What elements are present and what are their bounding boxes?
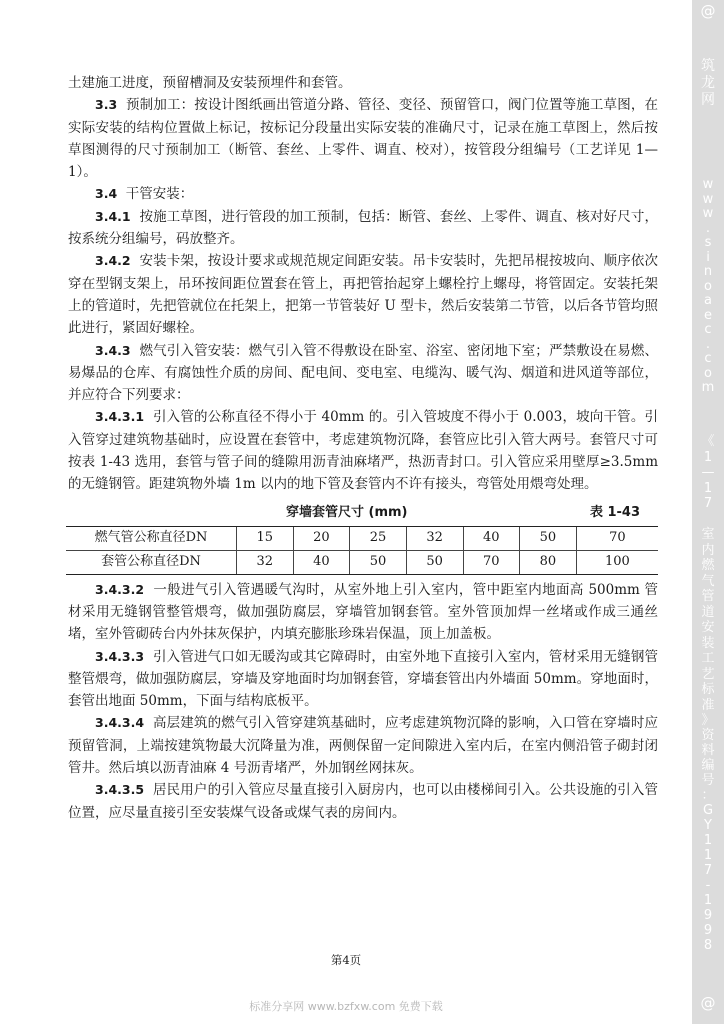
sidebar-document-title: 《 1 — 1 7 室 内 燃 气 管 道 安 装 工 艺 标 准 》 <box>701 434 715 728</box>
section-number: 3.4.3.5 <box>95 782 145 798</box>
sidebar-document-code: 资 料 编 号 ： G Y 1 1 7 - 1 9 9 8 <box>701 728 715 953</box>
paragraph-3-4-3-1 <box>68 406 658 495</box>
paragraph-text: 居民用户的引入管应尽量直接引入厨房内，也可以由楼梯间引入。公共设施的引入管位置，应尽量直接引至安装煤气设备或煤气表的房间内。 <box>68 782 659 821</box>
paragraph-3-4-3 <box>68 340 658 407</box>
paragraph-continuation: 土建施工进度，预留槽洞及安装预埋件和套管。 <box>68 75 352 91</box>
paragraph-3-3 <box>68 94 658 183</box>
paragraph-3-4 <box>68 183 658 205</box>
at-sign-icon: @ <box>700 2 716 20</box>
document-body <box>68 72 658 824</box>
paragraph-text: 引入管进气口如无暖沟或其它障碍时，由室外地下直接引入室内，管材采用无缝钢管整管煨弯，做加强防腐层，穿墙及穿地面时均加钢套管，穿墙套管出内外墙面 50mm。穿地面时，套管出地面 50mm，下面与结构底板平。 <box>68 648 659 710</box>
table-cell: 100 <box>576 550 658 574</box>
section-number: 3.4 <box>95 186 118 202</box>
table-cell: 40 <box>293 550 350 574</box>
paragraph-text: 干管安装： <box>125 186 194 203</box>
section-number: 3.4.3.3 <box>95 648 145 664</box>
table-row <box>66 550 658 574</box>
table-cell: 70 <box>463 550 520 574</box>
paragraph-3-4-3-4 <box>68 712 658 779</box>
table-cell: 20 <box>293 526 350 550</box>
paragraph-text: 引入管的公称直径不得小于 40mm 的。引入管坡度不得小于 0.003，坡向干管。引入管穿过建筑物基础时，应设置在套管中，考虑建筑物沉降，套管应比引入管大两号。套管尺寸可按表 1-43 选用，套管与管子间的缝隙用沥青油麻堵严，热沥青封口。引入管应采用壁厚≥3.5mm 的无缝钢管。距建筑物外墙 1m 以内的地下管及套管内不许有接头，弯管处用煨弯处理。 <box>68 409 658 493</box>
side-banner <box>692 0 724 1024</box>
paragraph-text: 高层建筑的燃气引入管穿建筑基础时，应考虑建筑物沉降的影响，入口管在穿墙时应预留管洞，上端按建筑物最大沉降量为准，两侧保留一定间隙进入室内后，在室内侧沿管子砌封闭管井。然后填以沥青油麻 4 号沥青堵严，外加钢丝网抹灰。 <box>68 715 659 777</box>
section-number: 3.4.3.1 <box>95 409 145 425</box>
paragraph-3-4-3-3 <box>68 646 658 713</box>
table-cell: 80 <box>520 550 577 574</box>
paragraph-text: 一般进气引入管遇暖气沟时，从室外地上引入室内，管中距室内地面高 500mm 管材采用无缝钢管整管煨弯，做加强防腐层，穿墙管加钢套管。室外管顶加焊一丝堵或作成三通丝堵，室外管砌砖台内外抹灰保护，内填充膨胀珍珠岩保温，顶上加盖板。 <box>68 581 658 643</box>
table-cell: 50 <box>350 550 407 574</box>
section-number: 3.4.3.4 <box>95 715 145 731</box>
sidebar-brand: 筑 龙 网 <box>701 58 715 108</box>
table-title: 穿墙套管尺寸 (mm) <box>286 504 408 520</box>
table-cell: 50 <box>520 526 577 550</box>
paragraph-text: 安装卡架，按设计要求或规范规定间距安装。吊卡安装时，先把吊棍按坡向、顺序依次穿在型钢支架上，吊环按间距位置套在管上，再把管抬起穿上螺栓拧上螺母，将管固定。安装托架上的管道时，先把管就位在托架上，把第一节管装好 U 型卡，然后安装第二节管，以后各节管均照此进行，紧固好螺栓。 <box>68 253 658 337</box>
table-row <box>66 526 658 550</box>
table-caption <box>68 502 658 524</box>
at-sign-icon: @ <box>700 994 716 1012</box>
table-cell: 40 <box>463 526 520 550</box>
paragraph-3-4-1 <box>68 206 658 251</box>
paragraph-3-4-3-2 <box>68 579 658 646</box>
paragraph-3-4-2 <box>68 250 658 339</box>
table-cell: 32 <box>237 550 294 574</box>
table-cell: 15 <box>237 526 294 550</box>
table-cell: 32 <box>406 526 463 550</box>
footer-watermark: 标准分享网 www.bzfxw.com 免费下载 <box>249 1000 443 1013</box>
table-cell: 25 <box>350 526 407 550</box>
section-number: 3.4.1 <box>95 208 131 224</box>
row-header: 套管公称直径DN <box>66 550 237 574</box>
section-number: 3.4.3 <box>95 342 131 358</box>
paragraph-text: 按施工草图，进行管段的加工预制，包括：断管、套丝、上零件、调直、核对好尺寸，按系统分组编号，码放整齐。 <box>68 208 658 248</box>
row-header: 燃气管公称直径DN <box>66 526 237 550</box>
table-cell: 70 <box>576 526 658 550</box>
sidebar-url: w w w . s i n o a e c . c o m <box>701 177 715 395</box>
page-number: 第4页 <box>330 953 362 967</box>
section-number: 3.4.3.2 <box>95 581 145 597</box>
paragraph-text: 预制加工：按设计图纸画出管道分路、管径、变径、预留管口，阀门位置等施工草图，在实际安装的结构位置做上标记，按标记分段量出实际安装的准确尺寸，记录在施工草图上，然后按草图测得的尺寸预制加工（断管、套丝、上零件、调直、校对），按管段分组编号（工艺详见 1—1）。 <box>68 97 658 181</box>
table-number: 表 1-43 <box>589 504 640 520</box>
section-number: 3.3 <box>95 97 118 113</box>
section-number: 3.4.2 <box>95 253 131 269</box>
paragraph-text: 燃气引入管安装：燃气引入管不得敷设在卧室、浴室、密闭地下室；严禁敷设在易燃、易爆品的仓库、有腐蚀性介质的房间、配电间、变电室、电缆沟、暖气沟、烟道和进风道等部位，并应符合下列要求： <box>68 342 658 404</box>
sleeve-size-table <box>66 526 658 575</box>
table-cell: 50 <box>406 550 463 574</box>
paragraph-3-4-3-5 <box>68 779 658 824</box>
